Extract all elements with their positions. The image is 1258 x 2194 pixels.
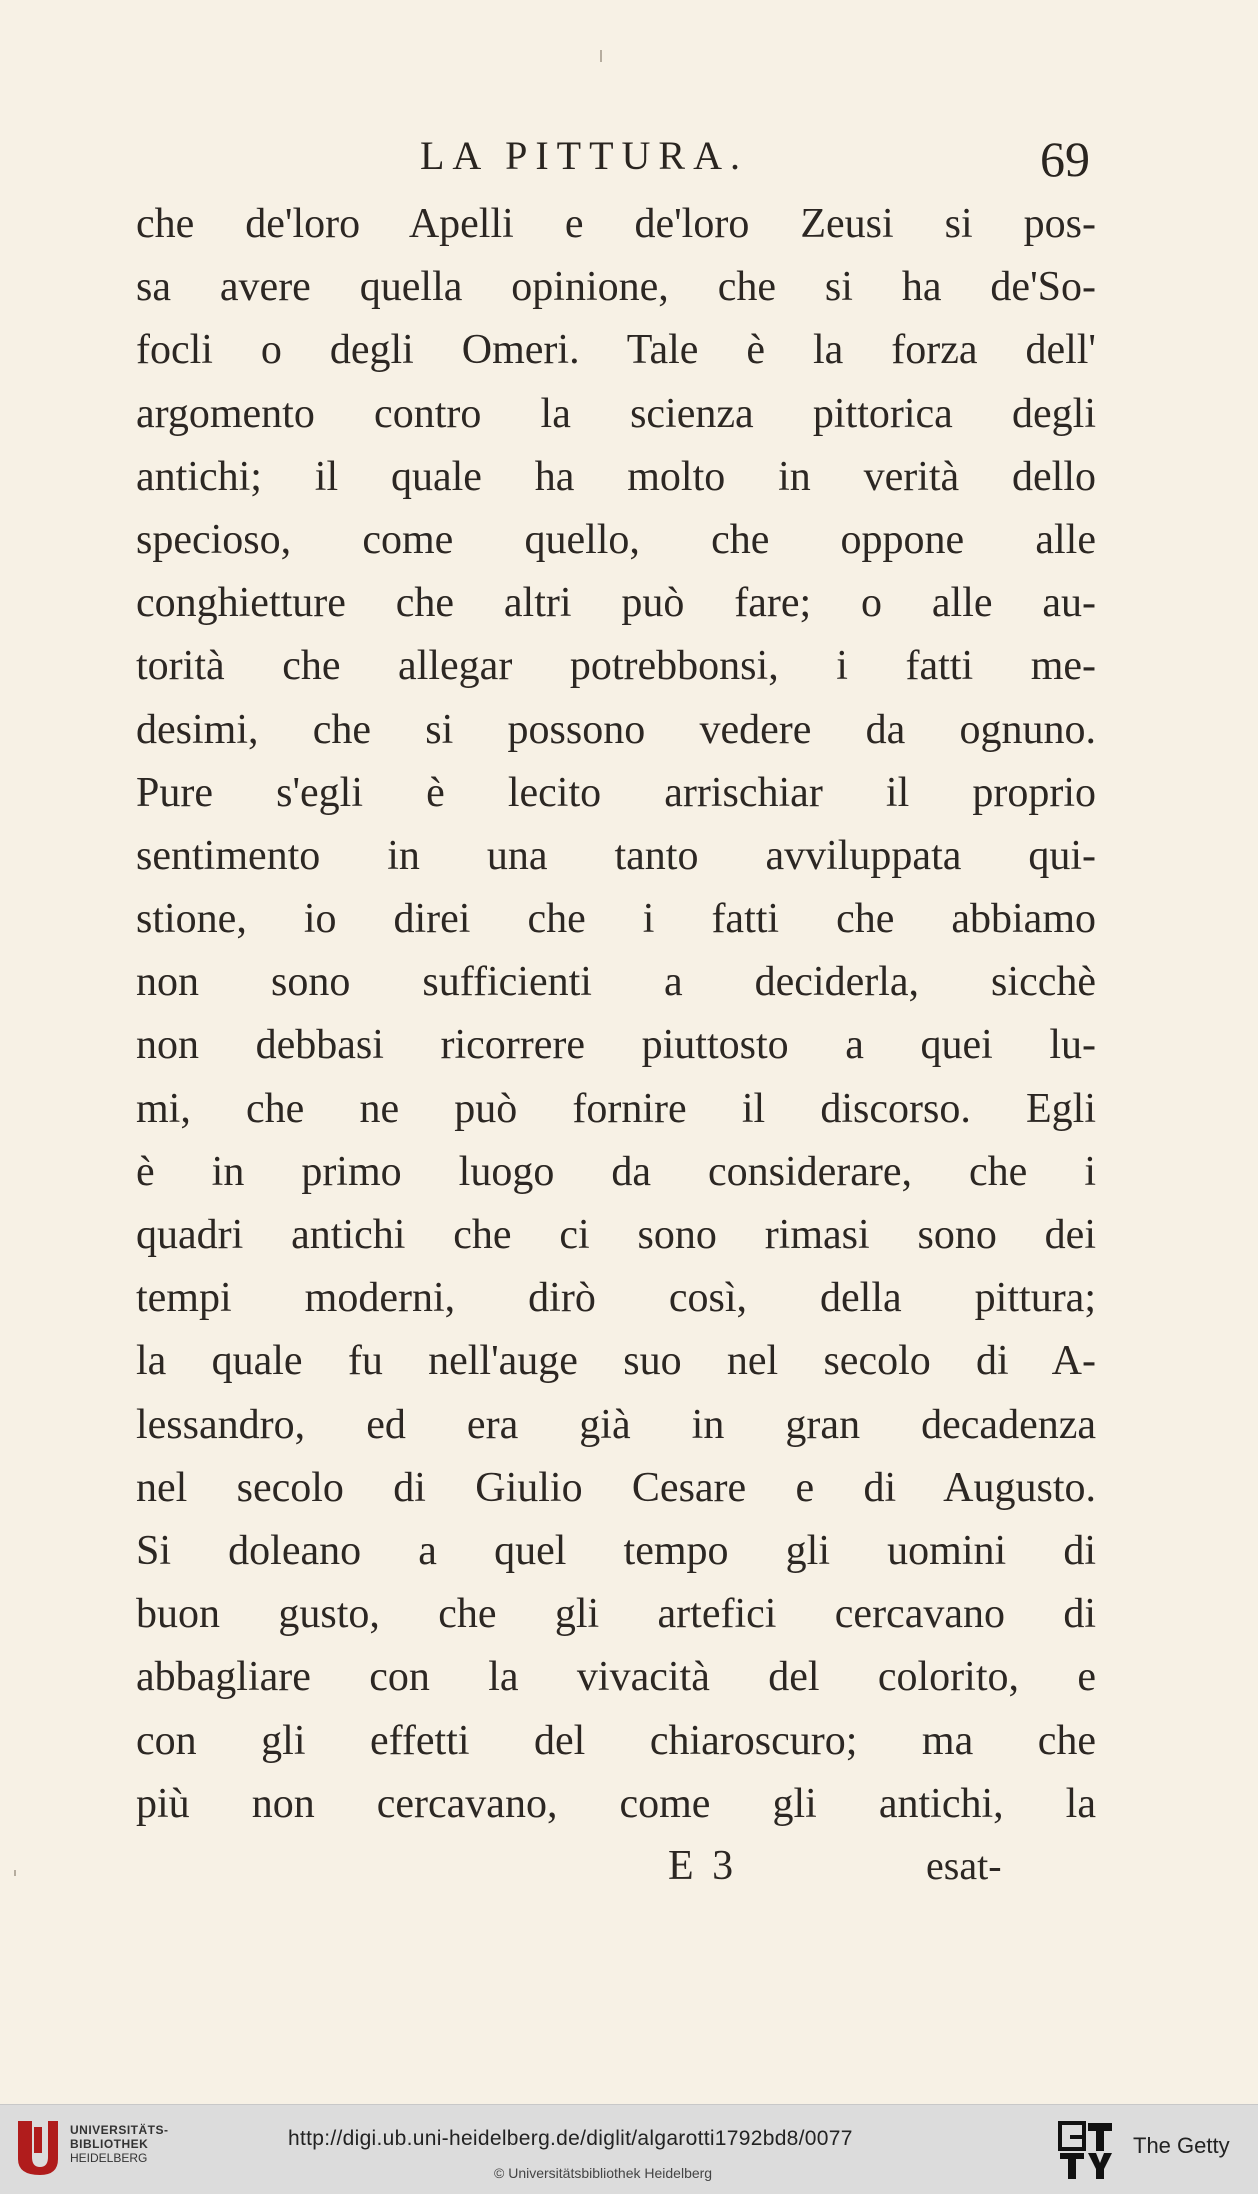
text-line: Pure s'egli è lecito arrischiar il proprio	[136, 769, 1096, 816]
permalink-url[interactable]: http://digi.ub.uni-heidelberg.de/diglit/algarotti1792bd8/0077	[288, 2127, 853, 2150]
catchword: esat-	[926, 1843, 1002, 1888]
text-line: è in primo luogo da considerare, che i	[136, 1148, 1096, 1195]
text-line: argomento contro la scienza pittorica degli	[136, 390, 1096, 437]
body-text	[136, 193, 1096, 1836]
library-name-line: HEIDELBERG	[70, 2151, 148, 2165]
getty-logo-icon	[1058, 2121, 1114, 2181]
paper-fleck	[600, 50, 602, 62]
text-line: non sono sufficienti a deciderla, sicchè	[136, 959, 1096, 1006]
text-line: specioso, come quello, che oppone alle	[136, 516, 1096, 563]
text-line: nel secolo di Giulio Cesare e di Augusto.	[136, 1464, 1096, 1511]
text-line: la quale fu nell'auge suo nel secolo di A-	[136, 1338, 1096, 1385]
text-line: più non cercavano, come gli antichi, la	[136, 1780, 1096, 1827]
text-line: sentimento in una tanto avviluppata qui-	[136, 832, 1096, 879]
text-line: lessandro, ed era già in gran decadenza	[136, 1401, 1096, 1448]
text-line: quadri antichi che ci sono rimasi sono dei	[136, 1212, 1096, 1258]
text-line: buon gusto, che gli artefici cercavano di	[136, 1591, 1096, 1638]
text-line: antichi; il quale ha molto in verità dello	[136, 453, 1096, 500]
library-name-line: BIBLIOTHEK	[70, 2137, 149, 2151]
text-line: con gli effetti del chiaroscuro; ma che	[136, 1717, 1096, 1764]
text-line: stione, io direi che i fatti che abbiamo	[136, 896, 1096, 943]
university-library-name	[70, 2123, 169, 2165]
getty-label: The Getty	[1133, 2133, 1230, 2158]
running-head: LA PITTURA.	[420, 133, 748, 178]
copyright-notice: © Universitätsbibliothek Heidelberg	[494, 2165, 713, 2181]
university-library-logo-icon	[12, 2117, 62, 2179]
text-line: torità che allegar potrebbonsi, i fatti me-	[136, 643, 1096, 690]
paper-fleck	[14, 1870, 16, 1876]
viewer-footer	[0, 2104, 1258, 2194]
signature-mark: E 3	[668, 1843, 738, 1889]
text-line: che de'loro Apelli e de'loro Zeusi si pos-	[136, 201, 1096, 247]
library-name-line: UNIVERSITÄTS-	[70, 2123, 169, 2137]
text-line: focli o degli Omeri. Tale è la forza dell'	[136, 327, 1096, 374]
page-number: 69	[1040, 131, 1090, 187]
text-line: non debbasi ricorrere piuttosto a quei lu-	[136, 1022, 1096, 1069]
text-line: tempi moderni, dirò così, della pittura;	[136, 1275, 1096, 1322]
text-line: conghietture che altri può fare; o alle au-	[136, 580, 1096, 627]
text-line: Si doleano a quel tempo gli uomini di	[136, 1527, 1096, 1574]
text-line: abbagliare con la vivacità del colorito, e	[136, 1654, 1096, 1701]
text-line: desimi, che si possono vedere da ognuno.	[136, 706, 1096, 753]
text-line: sa avere quella opinione, che si ha de'So-	[136, 264, 1096, 311]
text-line: mi, che ne può fornire il discorso. Egli	[136, 1085, 1096, 1132]
